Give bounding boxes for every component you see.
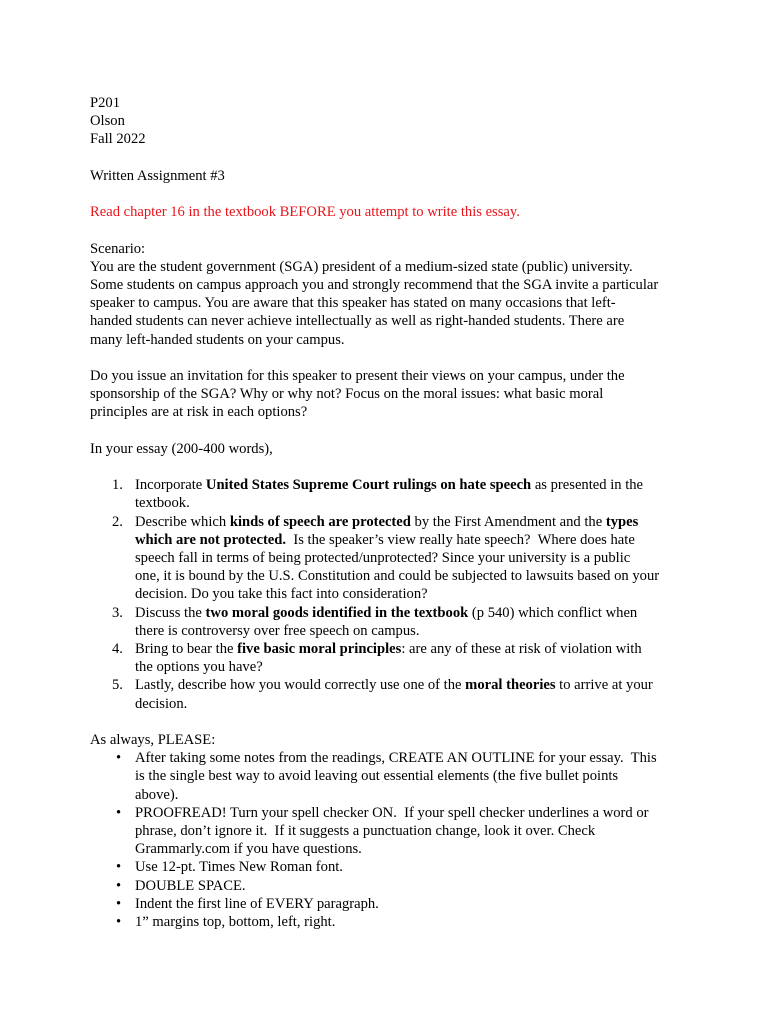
list-item	[90, 513, 690, 604]
item-text: as presented in the	[531, 477, 644, 494]
scenario-line: You are the student government (SGA) president of a medium-sized state (public) university.	[90, 258, 633, 275]
spacer	[90, 713, 690, 731]
spacer	[90, 349, 690, 367]
bullet-icon: •	[116, 804, 122, 821]
item-emphasis: United States Supreme Court rulings on hate speech	[205, 477, 532, 494]
requirements-list	[90, 476, 690, 713]
bullet-text: After taking some notes from the readings, CREATE AN OUTLINE for your essay. This	[135, 750, 657, 767]
scenario-heading: Scenario:	[90, 240, 146, 257]
scenario-line: handed students can never achieve intellectually as well as right-handed students. There are	[90, 313, 625, 330]
item-text: speech fall in terms of being protected/unprotected? Since your university is a public	[135, 549, 631, 566]
item-emphasis: two moral goods identified in the textbook	[205, 604, 469, 621]
bullet-text: PROOFREAD! Turn your spell checker ON. If your spell checker underlines a word or	[135, 804, 649, 821]
spacer	[90, 149, 690, 167]
spacer	[90, 185, 690, 203]
bullet-item	[90, 749, 690, 804]
item-text: by the First Amendment and the	[410, 513, 606, 530]
document-body	[90, 94, 690, 931]
list-item	[90, 604, 690, 640]
item-text: to arrive at your	[555, 677, 653, 694]
item-emphasis: five basic moral principles	[237, 641, 402, 657]
list-item	[90, 476, 690, 512]
spacer	[90, 422, 690, 440]
spacer	[90, 458, 690, 476]
bullet-icon: •	[116, 750, 122, 767]
essay-intro: In your essay (200-400 words),	[90, 440, 273, 457]
list-item	[90, 640, 690, 676]
bullet-text: Grammarly.com if you have questions.	[135, 841, 362, 858]
list-number: 2.	[112, 513, 123, 530]
bullet-text: phrase, don’t ignore it. If it suggests a punctuation change, look it over. Check	[135, 823, 596, 840]
reading-notice: Read chapter 16 in the textbook BEFORE you attempt to write this essay.	[90, 204, 520, 221]
bullet-icon: •	[116, 859, 122, 876]
bullet-item	[90, 913, 690, 931]
item-text: one, it is bound by the U.S. Constitution and could be subjected to lawsuits based on your	[135, 568, 660, 585]
bullet-text: Indent the first line of EVERY paragraph.	[135, 895, 379, 912]
list-number: 4.	[112, 641, 123, 657]
bullet-icon: •	[116, 914, 122, 931]
assignment-title: Written Assignment #3	[90, 167, 225, 184]
formatting-list	[90, 749, 690, 931]
bullet-item	[90, 858, 690, 876]
item-text: the options you have?	[135, 659, 263, 676]
item-text: Is the speaker’s view really hate speech? Where does hate	[286, 531, 635, 548]
bullet-text: is the single best way to avoid leaving out essential elements (the five bullet points	[135, 768, 619, 785]
item-text: : are any of these at risk of violation with	[401, 641, 642, 657]
item-text: there is controversy over free speech on campus.	[135, 622, 420, 639]
bullet-icon: •	[116, 877, 122, 894]
scenario-line: many left-handed students on your campus.	[90, 331, 345, 348]
bullet-text: above).	[135, 786, 179, 803]
bullet-text: Use 12-pt. Times New Roman font.	[135, 859, 343, 876]
bullet-text: DOUBLE SPACE.	[135, 877, 246, 894]
item-emphasis: kinds of speech are protected	[229, 513, 411, 530]
item-text: Discuss the	[135, 604, 206, 621]
list-number: 1.	[112, 477, 123, 494]
item-text: Describe which	[135, 513, 230, 530]
instructor-name: Olson	[90, 113, 125, 130]
item-emphasis: which are not protected.	[135, 531, 287, 548]
bullet-item	[90, 877, 690, 895]
question-line: principles are at risk in each options?	[90, 404, 308, 421]
bullet-item	[90, 895, 690, 913]
bullet-text: 1” margins top, bottom, left, right.	[135, 914, 336, 931]
scenario-line: speaker to campus. You are aware that this speaker has stated on many occasions that left-	[90, 295, 616, 312]
item-emphasis: moral theories	[465, 677, 556, 694]
item-text: (p 540) which conflict when	[468, 604, 638, 621]
item-text: Incorporate	[135, 477, 206, 494]
course-code: P201	[90, 95, 121, 111]
item-text: Bring to bear the	[135, 641, 238, 657]
spacer	[90, 221, 690, 239]
list-number: 3.	[112, 604, 123, 621]
please-heading: As always, PLEASE:	[90, 732, 216, 748]
question-line: Do you issue an invitation for this speaker to present their views on your campus, under the	[90, 367, 625, 384]
bullet-item	[90, 804, 690, 859]
item-text: decision. Do you take this fact into consideration?	[135, 586, 428, 603]
scenario-line: Some students on campus approach you and strongly recommend that the SGA invite a particular	[90, 276, 659, 293]
item-text: textbook.	[135, 495, 190, 512]
item-text: decision.	[135, 695, 188, 712]
item-text: Lastly, describe how you would correctly use one of the	[135, 677, 466, 694]
list-item	[90, 676, 690, 712]
question-line: sponsorship of the SGA? Why or why not? Focus on the moral issues: what basic moral	[90, 386, 604, 403]
term: Fall 2022	[90, 131, 146, 148]
bullet-icon: •	[116, 895, 122, 912]
list-number: 5.	[112, 677, 123, 694]
item-emphasis: types	[605, 513, 639, 530]
